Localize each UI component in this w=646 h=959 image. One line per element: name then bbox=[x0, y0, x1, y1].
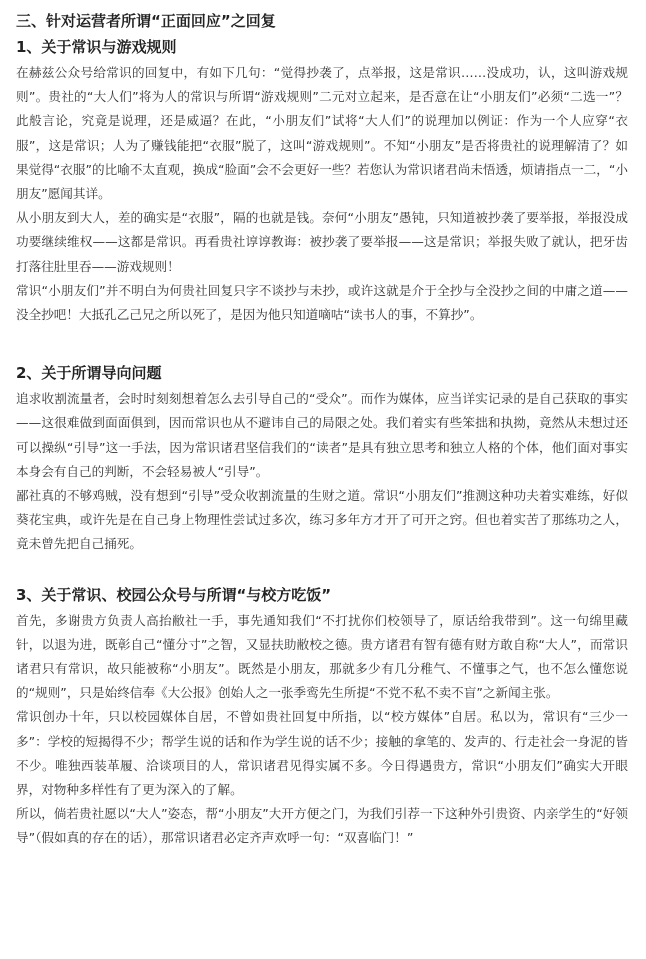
section-1-paragraph-1: 在赫兹公众号给常识的回复中，有如下几句：“觉得抄袭了，点举报，这是常识……没成功，认，这叫游戏规则”。贵社的“大人们”将为人的常识与所谓“游戏规则”二元对立起来，是否意在让“小朋友们”必须“二选一”？此般言论，究竟是说理，还是威逼？在此，“小朋友们”试将“大人们”的说理加以例证：作为一个人应穿“衣服”，这是常识；人为了赚钱能把“衣服”脱了，这叫“游戏规则”。不知“小朋友”是否将贵社的说理解清了？如果觉得“衣服”的比喻不太直观，换成“脸面”会不会更好一些？若您认为常识诸君尚未悟透，烦请指点一二，“小朋友”愿闻其详。 bbox=[16, 65, 628, 202]
section-1 bbox=[16, 35, 628, 327]
section-3-paragraph-1: 首先，多谢贵方负责人高抬敝社一手，事先通知我们“不打扰你们校领导了，原话给我带到”。这一句绵里藏针，以退为进，既彰自己“懂分寸”之智，又显扶助敝校之德。贵方诸君有智有德有财方敢自称“大人”，而常识诸君只有常识，故只能被称“小朋友”。既然是小朋友，那就多少有几分稚气、不懂事之气，也不怎么懂您说的“规则”，只是始终信奉《大公报》创始人之一张季鸾先生所提“不党不私不卖不盲”之新闻主张。 bbox=[16, 612, 628, 701]
section-3-title: 3、关于常识、校园公众号与所谓“与校方吃饭” bbox=[16, 585, 332, 604]
section-3-paragraph-2: 常识创办十年，只以校园媒体自居，不曾如贵社回复中所指，以“校方媒体”自居。私以为，常识有“三少一多”：学校的短揭得不少；帮学生说的话和作为学生说的话不少；接触的拿笔的、发声的、行走社会一身泥的皆不少。唯独西装革履、洽谈项目的人，常识诸君见得实属不多。今日得遇贵方，常识“小朋友们”确实大开眼界，对物种多样性有了更为深入的了解。 bbox=[16, 709, 628, 798]
section-3-paragraph-3: 所以，倘若贵社愿以“大人”姿态，帮“小朋友”大开方便之门，为我们引荐一下这种外引贵资、内亲学生的“好领导”（假如真的存在的话），那常识诸君必定齐声欢呼一句：“双喜临门！” bbox=[16, 806, 628, 846]
section-1-paragraph-3: 常识“小朋友们”并不明白为何贵社回复只字不谈抄与未抄，或许这就是介于全抄与全没抄之间的中庸之道——没全抄吧！大抵孔乙己兄之所以死了，是因为他只知道嘀咕“读书人的事，不算抄”。 bbox=[16, 282, 628, 323]
section-3 bbox=[16, 583, 628, 851]
section-2 bbox=[16, 361, 628, 556]
section-2-title: 2、关于所谓导向问题 bbox=[16, 364, 162, 383]
section-2-paragraph-2: 鄙社真的不够鸡贼，没有想到“引导”受众收割流量的生财之道。常识“小朋友们”推测这种功夫着实难练，好似葵花宝典，或许先是在自己身上物理性尝试过多次，练习多年方才开了可开之窍。但也着实苦了那练功之人，竟未曾先把自己捅死。 bbox=[16, 488, 628, 552]
article-heading: 三、针对运营者所谓“正面回应”之回复 bbox=[16, 12, 276, 30]
section-spacer bbox=[16, 557, 628, 583]
section-1-paragraph-2: 从小朋友到大人，差的确实是“衣服”，隔的也就是钱。奈何“小朋友”愚钝，只知道被抄袭了要举报，举报没成功要继续维权——这都是常识。再看贵社谆谆教诲：被抄袭了要举报——这是常识；举报失败了就认，把牙齿打落往肚里吞——游戏规则！ bbox=[16, 210, 628, 274]
section-1-title: 1、关于常识与游戏规则 bbox=[16, 38, 177, 56]
section-2-paragraph-1: 追求收割流量者，会时时刻刻想着怎么去引导自己的“受众”。而作为媒体，应当详实记录的是自己获取的事实——这很难做到面面俱到，因而常识也从不避讳自己的局限之处。我们着实有些笨拙和执拗，竟然从未想过还可以操纵“引导”这一手法，因为常识诸君坚信我们的“读者”是具有独立思考和独立人格的个体，他们面对事实本身会有自己的判断，不会轻易被人“引导”。 bbox=[16, 391, 628, 479]
section-spacer bbox=[16, 327, 628, 361]
